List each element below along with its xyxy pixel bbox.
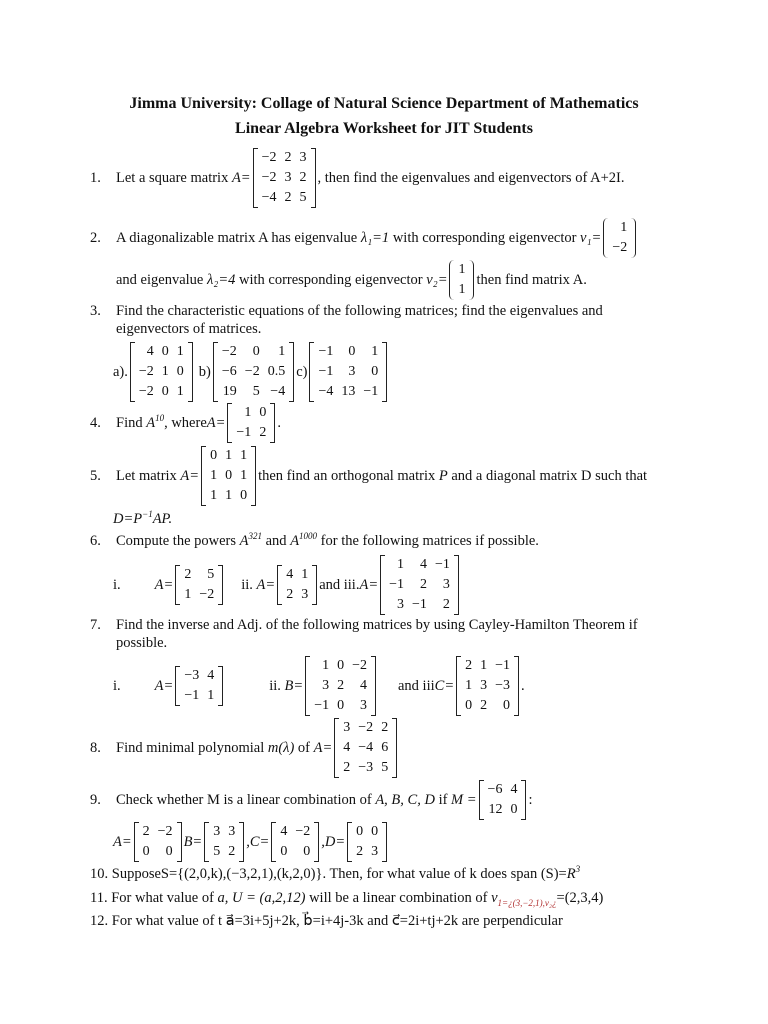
matrix-9C (271, 822, 319, 862)
matrix-cell: −2 (157, 824, 173, 839)
matrix-cell: 1 (210, 488, 218, 503)
bracket-right (314, 822, 319, 862)
matrix-7i (175, 666, 223, 706)
question-11: 11. For what value of a, U = (a,2,12) will be a linear combination of $v_{1=¿(3,-2,1),v_2¿}=(2,3,4)$ (90, 890, 604, 908)
matrix-q1 (253, 148, 316, 208)
matrix-cell: −4 (318, 384, 334, 399)
matrix-cell: 1 (458, 262, 466, 277)
bracket-right (270, 403, 275, 443)
question-3-matrices: a). 4 0 1 −2 1 0 −2 0 1 b) −2 0 1 −6 −2 0.5 19 5 −4 c) −1 0 1 −1 3 0 −4 13 −1 (113, 342, 389, 402)
matrix-3a (130, 342, 193, 402)
bracket-right (289, 342, 294, 402)
matrix-cell: 0 (210, 448, 218, 463)
matrix-cell: 1 (244, 405, 252, 420)
matrix-cell: 3 (299, 150, 307, 165)
matrix-cell: 0 (252, 344, 260, 359)
matrix-9B (204, 822, 244, 862)
matrix-cell: 2 (356, 844, 364, 859)
matrix-cell: 3 (284, 170, 292, 185)
vector-v2 (449, 260, 474, 300)
matrix-cell: 4 (419, 557, 427, 572)
matrix-cell: 3 (442, 577, 450, 592)
matrix-cell: 2 (299, 170, 307, 185)
matrix-cell: 5 (299, 190, 307, 205)
matrix-cell: 1 (240, 448, 248, 463)
matrix-cell: −2 (261, 170, 277, 185)
matrix-9A (134, 822, 182, 862)
matrix-cell: 0 (225, 468, 233, 483)
vector-v1 (603, 218, 636, 258)
question-8: 8. Find minimal polynomial m(λ) of A= 3 −2 2 4 −4 6 2 −3 5 (90, 718, 399, 778)
matrix-cell: 2 (284, 150, 292, 165)
matrix-cell: 2 (343, 760, 351, 775)
matrix-cell: −4 (270, 384, 286, 399)
bracket-right (392, 718, 397, 778)
matrix-cell: −2 (358, 720, 374, 735)
matrix-cell: −1 (412, 597, 427, 612)
matrix-cell: 12 (488, 802, 503, 817)
matrix-7iii (456, 656, 519, 716)
matrix-7ii (305, 656, 376, 716)
matrix-cell: −2 (221, 344, 237, 359)
matrix-cell: 4 (286, 567, 294, 582)
matrix-cell: 0 (280, 844, 288, 859)
matrix-cell: 1 (301, 567, 309, 582)
matrix-cell: 0 (337, 658, 345, 673)
matrix-cell: 0 (165, 844, 173, 859)
bracket-right (469, 260, 474, 300)
matrix-cell: 2 (442, 597, 450, 612)
matrix-cell: 2 (228, 844, 236, 859)
question-10: 10. SupposeS={(2,0,k),(−3,2,1),(k,2,0)}. Then, for what value of k does span $(S)=R^3$ (90, 864, 581, 882)
matrix-cell: 4 (343, 740, 351, 755)
question-5-cont: $D=P^{-1}AP$. (113, 509, 173, 527)
matrix-cell: 2 (337, 678, 345, 693)
matrix-cell: −1 (434, 557, 450, 572)
matrix-cell: 2 (284, 190, 292, 205)
matrix-cell: 1 (371, 344, 379, 359)
matrix-cell: 3 (480, 678, 488, 693)
matrix-cell: −2 (138, 364, 154, 379)
bracket-right (514, 656, 519, 716)
matrix-cell: 1 (620, 220, 628, 235)
matrix-cell: 2 (465, 658, 473, 673)
matrix-cell: −1 (389, 577, 405, 592)
matrix-cell: 2 (419, 577, 427, 592)
matrix-cell: 1 (397, 557, 405, 572)
matrix-cell: 2 (381, 720, 389, 735)
matrix-cell: 4 (360, 678, 367, 693)
matrix-cell: 5 (213, 844, 221, 859)
question-2-cont: and eigenvalue λ₂=4 with corresponding eigenvector v₂= 1 1 then find matrix A. (116, 260, 587, 300)
matrix-cell: −2 (244, 364, 260, 379)
matrix-cell: 5 (381, 760, 389, 775)
matrix-M (479, 780, 527, 820)
matrix-cell: 3 (322, 678, 330, 693)
matrix-cell: 1 (176, 344, 184, 359)
matrix-cell: 1 (465, 678, 473, 693)
matrix-cell: 1 (225, 448, 233, 463)
matrix-cell: 1 (210, 468, 218, 483)
question-2: 2. A diagonalizable matrix A has eigenvalue λ₁=1 with corresponding eigenvector v₁= 1 −2 (90, 218, 638, 258)
question-7-matrices: i. A= −3 4 −1 1 ii. B= 1 0 −2 3 2 4 −1 0 3 and iii C= 2 1 −1 1 3 −3 0 2 0 . (113, 656, 525, 716)
question-9: 9. Check whether M is a linear combination of A, B, C, D if M = −6 4 12 0 : (90, 780, 532, 820)
matrix-cell: 0 (176, 364, 184, 379)
matrix-cell: 3 (397, 597, 405, 612)
matrix-cell: −1 (314, 698, 330, 713)
matrix-cell: 0 (161, 344, 169, 359)
matrix-cell: 1 (240, 468, 248, 483)
matrix-cell: 0 (356, 824, 364, 839)
matrix-cell: 0 (161, 384, 169, 399)
bracket-right (218, 666, 223, 706)
matrix-cell: 1 (225, 488, 233, 503)
bracket-right (218, 565, 223, 605)
bracket-right (251, 446, 256, 506)
bracket-right (177, 822, 182, 862)
matrix-9D (347, 822, 387, 862)
matrix-cell: 0 (503, 698, 511, 713)
question-12: 12. For what value of t a⃗=3i+5j+2k, b⃗=i+4j-3k and c⃗=2i+tj+2k are perpendicular (90, 913, 563, 929)
matrix-cell: −6 (221, 364, 237, 379)
bracket-right (188, 342, 193, 402)
matrix-3c (309, 342, 387, 402)
matrix-cell: 2 (480, 698, 488, 713)
matrix-6ii (277, 565, 317, 605)
matrix-cell: 4 (207, 668, 215, 683)
matrix-q4 (227, 403, 275, 443)
matrix-cell: −3 (358, 760, 374, 775)
matrix-cell: −3 (184, 668, 200, 683)
question-7: 7. Find the inverse and Adj. of the following matrices by using Cayley-Hamilton Theorem if possible. (90, 617, 638, 652)
matrix-cell: 2 (184, 567, 192, 582)
question-4: 4. Find $A^{10}$ , where A= 1 0 −1 2 . (90, 403, 281, 443)
matrix-q8 (334, 718, 397, 778)
bracket-right (239, 822, 244, 862)
matrix-cell: −4 (358, 740, 374, 755)
matrix-cell: 4 (510, 782, 518, 797)
matrix-cell: −2 (138, 384, 154, 399)
matrix-cell: 0 (348, 344, 356, 359)
matrix-cell: 0 (337, 698, 345, 713)
matrix-cell: −2 (352, 658, 367, 673)
matrix-cell: 1 (161, 364, 169, 379)
matrix-6iii (380, 555, 459, 615)
matrix-cell: −2 (295, 824, 311, 839)
bracket-right (311, 148, 316, 208)
bracket-right (631, 218, 636, 258)
matrix-cell: −3 (495, 678, 511, 693)
question-3: 3. Find the characteristic equations of the following matrices; find the eigenvalues and eigenvectors of matrices. (90, 303, 603, 338)
matrix-cell: 2 (286, 587, 294, 602)
matrix-cell: 3 (301, 587, 309, 602)
matrix-cell: 3 (360, 698, 367, 713)
matrix-cell: 3 (213, 824, 221, 839)
question-9-matrices: A= 2 −2 0 0 B= 3 3 5 2 ,C= 4 −2 0 0 ,D= 0 0 2 3 (113, 822, 389, 862)
matrix-3b (213, 342, 294, 402)
matrix-cell: 0.5 (267, 364, 286, 379)
matrix-cell: 1 (458, 282, 466, 297)
matrix-cell: 0 (371, 824, 379, 839)
matrix-cell: 0 (371, 364, 379, 379)
matrix-cell: 6 (381, 740, 389, 755)
matrix-cell: 0 (240, 488, 248, 503)
matrix-cell: 4 (146, 344, 154, 359)
bracket-right (454, 555, 459, 615)
matrix-cell: −1 (318, 344, 334, 359)
matrix-cell: −6 (487, 782, 503, 797)
matrix-cell: −1 (318, 364, 334, 379)
bracket-right (521, 780, 526, 820)
matrix-cell: 5 (252, 384, 260, 399)
matrix-cell: 0 (142, 844, 150, 859)
matrix-cell: 19 (222, 384, 237, 399)
bracket-right (382, 342, 387, 402)
header-subtitle: Linear Algebra Worksheet for JIT Students (235, 120, 533, 137)
bracket-right (382, 822, 387, 862)
matrix-cell: 0 (465, 698, 473, 713)
header-title: Jimma University: Collage of Natural Science Department of Mathematics (129, 95, 639, 112)
matrix-cell: 1 (322, 658, 330, 673)
matrix-cell: 3 (343, 720, 351, 735)
matrix-cell: 3 (371, 844, 379, 859)
matrix-cell: −1 (184, 688, 200, 703)
matrix-cell: 1 (278, 344, 286, 359)
matrix-cell: 13 (341, 384, 356, 399)
matrix-cell: −1 (363, 384, 379, 399)
matrix-cell: 2 (142, 824, 150, 839)
matrix-6i (175, 565, 223, 605)
matrix-cell: 3 (348, 364, 356, 379)
matrix-cell: −1 (495, 658, 511, 673)
bracket-right (312, 565, 317, 605)
matrix-cell: 1 (480, 658, 488, 673)
matrix-cell: 0 (259, 405, 267, 420)
matrix-cell: 2 (259, 425, 267, 440)
matrix-cell: −2 (261, 150, 277, 165)
matrix-cell: 3 (228, 824, 236, 839)
matrix-cell: 4 (280, 824, 288, 839)
question-1: 1. Let a square matrix A= −2 2 3 −2 3 2 −4 2 5 , then find the eigenvalues and eigenvectors of A+2I. (90, 148, 624, 208)
question-6: 6. Compute the powers $A^{321}$ and $A^{1000}$ for the following matrices if possible. (90, 531, 539, 549)
matrix-cell: −1 (236, 425, 252, 440)
matrix-cell: 1 (207, 688, 215, 703)
matrix-cell: 1 (176, 384, 184, 399)
bracket-right (371, 656, 376, 716)
matrix-cell: −2 (199, 587, 215, 602)
question-5: 5. Let matrix A= 0 1 1 1 0 1 1 1 0 then find an orthogonal matrix P and a diagonal matrix D such that (90, 446, 647, 506)
matrix-q5 (201, 446, 256, 506)
matrix-cell: 0 (510, 802, 518, 817)
matrix-cell: 5 (207, 567, 215, 582)
matrix-cell: −2 (612, 240, 628, 255)
matrix-cell: 0 (303, 844, 311, 859)
question-6-matrices: i. A= 2 5 1 −2 ii. A= 4 1 2 3 and iii. A= 1 4 −1 −1 2 3 3 −1 2 (113, 555, 461, 615)
matrix-cell: −4 (261, 190, 277, 205)
matrix-cell: 1 (184, 587, 192, 602)
